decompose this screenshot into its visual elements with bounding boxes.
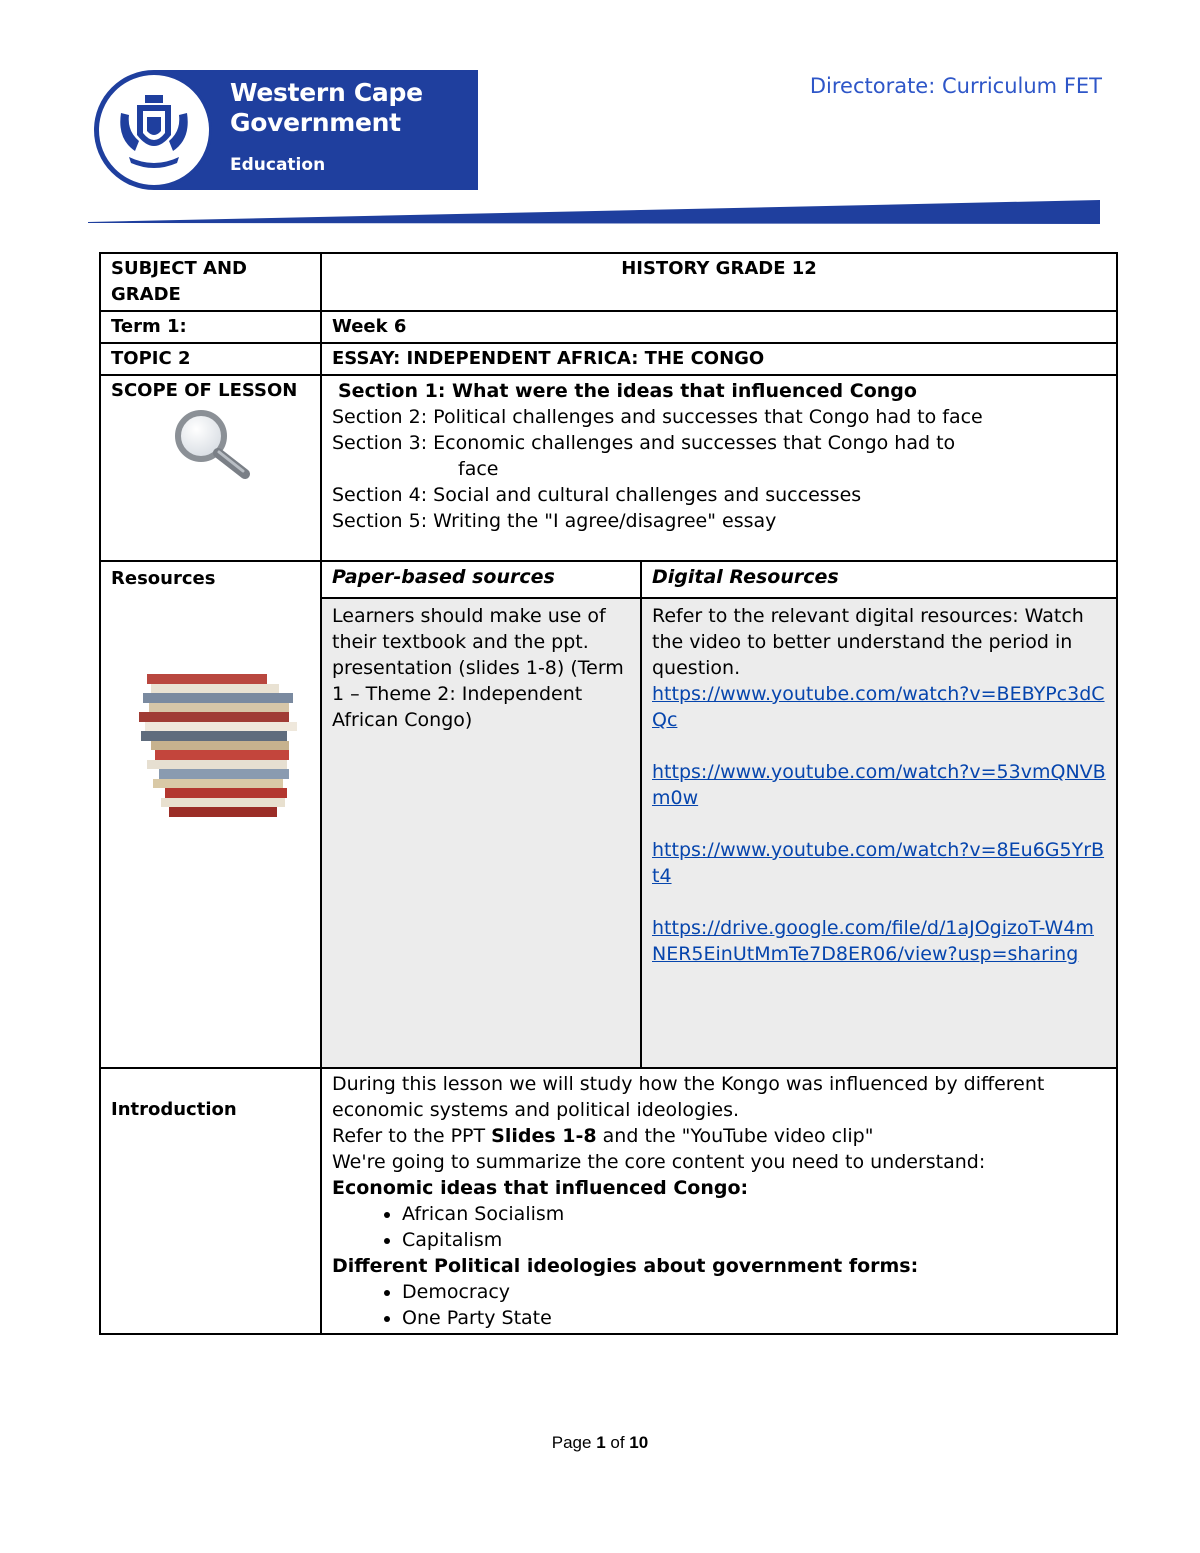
- digital-intro: Refer to the relevant digital resources: Watch the video to better understand the period in question.: [652, 605, 1084, 679]
- introduction-row: [100, 1068, 1117, 1334]
- political-ideologies-heading: Different Political ideologies about government forms:: [332, 1255, 919, 1277]
- subject-value: HISTORY GRADE 12: [321, 253, 1117, 311]
- list-item: • Capitalism: [402, 1227, 1106, 1253]
- resources-label-cell: [100, 561, 321, 1068]
- youtube-link-2[interactable]: https://www.youtube.com/watch?v=53vmQNVBm0w: [652, 761, 1106, 809]
- topic-row: [100, 343, 1117, 375]
- term-value: Week 6: [321, 311, 1117, 343]
- resources-header-row: [100, 561, 1117, 598]
- page-current: 1: [596, 1433, 606, 1452]
- intro-ref-text: Refer to the PPT: [332, 1125, 492, 1147]
- page-label: Page: [551, 1433, 597, 1452]
- intro-ref-video: and the "YouTube video clip": [596, 1125, 874, 1147]
- logo-name-line2: Government: [230, 108, 401, 137]
- youtube-link-1[interactable]: https://www.youtube.com/watch?v=BEBYPc3dCQc: [652, 683, 1105, 731]
- scope-label: SCOPE OF LESSON: [111, 380, 298, 401]
- economic-ideas-heading: Economic ideas that influenced Congo:: [332, 1177, 749, 1199]
- term-label: Term 1:: [100, 311, 321, 343]
- page-footer: [0, 1433, 1200, 1453]
- logo-department: Education: [230, 155, 326, 175]
- magnifier-icon: [171, 408, 261, 480]
- digital-resources-cell: [641, 598, 1117, 1068]
- coat-of-arms-emblem: [96, 72, 212, 188]
- topic-label: TOPIC 2: [100, 343, 321, 375]
- list-item: • Democracy: [402, 1279, 1106, 1305]
- topic-value: ESSAY: INDEPENDENT AFRICA: THE CONGO: [321, 343, 1117, 375]
- intro-reference: [332, 1123, 1106, 1149]
- scope-label-cell: [100, 375, 321, 561]
- logo-name: [230, 78, 423, 138]
- intro-ref-slides: Slides 1-8: [491, 1125, 597, 1147]
- logo-name-line1: Western Cape: [230, 78, 423, 107]
- intro-summary-line: We're going to summarize the core content you need to understand:: [332, 1151, 986, 1173]
- scope-section-3: Section 3: Economic challenges and successes that Congo had to: [332, 432, 956, 454]
- google-drive-link[interactable]: https://drive.google.com/file/d/1aJOgizoT-W4mNER5EinUtMmTe7D8ER06/view?usp=sharing: [652, 917, 1094, 965]
- scope-section-3-continued: face: [458, 458, 499, 480]
- term-row: [100, 311, 1117, 343]
- paper-sources-cell: Learners should make use of their textbook and the ppt. presentation (slides 1-8) (Term 1 – Theme 2: Independent African Congo): [321, 598, 641, 1068]
- scope-sections: [321, 375, 1117, 561]
- digital-resources-header: Digital Resources: [641, 561, 1117, 598]
- directorate-title: Directorate: Curriculum FET: [809, 74, 1102, 98]
- scope-row: [100, 375, 1117, 561]
- economic-ideas-list: [332, 1201, 1106, 1253]
- scope-section-2: Section 2: Political challenges and successes that Congo had to face: [332, 406, 983, 428]
- youtube-link-3[interactable]: https://www.youtube.com/watch?v=8Eu6G5YrBt4: [652, 839, 1105, 887]
- header-divider: [88, 196, 1104, 226]
- lesson-table: [99, 252, 1118, 1335]
- introduction-label-cell: [100, 1068, 321, 1334]
- introduction-label: Introduction: [111, 1099, 237, 1120]
- scope-section-4: Section 4: Social and cultural challenges and successes: [332, 484, 862, 506]
- list-item: • One Party State: [402, 1305, 1106, 1331]
- coat-of-arms-icon: [107, 83, 201, 177]
- list-item: • African Socialism: [402, 1201, 1106, 1227]
- subject-label: SUBJECT AND GRADE: [100, 253, 321, 311]
- scope-section-5: Section 5: Writing the "I agree/disagree" essay: [332, 510, 777, 532]
- political-ideologies-list: [332, 1279, 1106, 1331]
- books-stack-image: [125, 670, 305, 820]
- scope-section-1: Section 1: What were the ideas that influenced Congo: [338, 380, 917, 402]
- page-total: 10: [629, 1433, 649, 1452]
- page-of-label: of: [605, 1433, 630, 1452]
- resources-label: Resources: [111, 568, 216, 589]
- wcg-logo: [94, 70, 478, 190]
- paper-sources-header: Paper-based sources: [321, 561, 641, 598]
- intro-paragraph: During this lesson we will study how the Kongo was influenced by different economic systems and political ideologies.: [332, 1073, 1045, 1121]
- subject-row: [100, 253, 1117, 311]
- introduction-content: [321, 1068, 1117, 1334]
